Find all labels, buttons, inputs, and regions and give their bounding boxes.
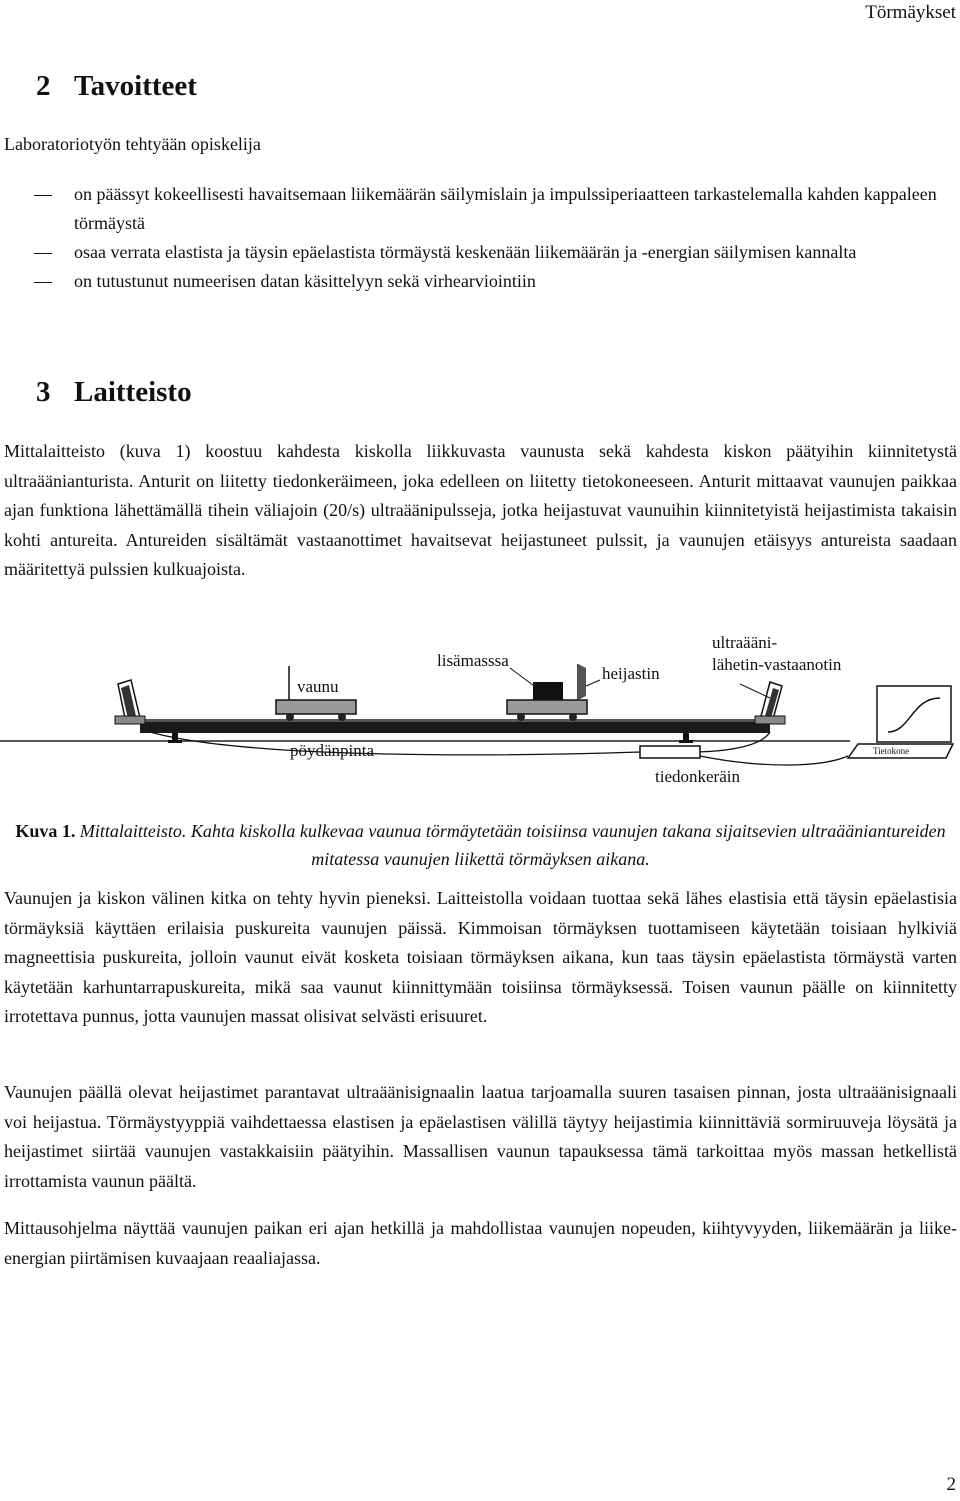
dash-bullet	[34, 195, 52, 196]
track-rail	[140, 721, 770, 733]
section-2-heading	[36, 70, 197, 103]
dash-bullet	[34, 282, 52, 283]
section-2-number: 2	[36, 70, 51, 102]
goal-text: on päässyt kokeellisesti havaitsemaan liikemäärän säilymislain ja impulssiperiaatteen tarkastelemalla kahden kappaleen törmäystä	[74, 184, 937, 233]
goals-list	[0, 180, 960, 296]
goal-text: on tutustunut numeerisen datan käsittelyyn sekä virhearviointiin	[74, 271, 536, 291]
section-3-paragraph: Mittalaitteisto (kuva 1) koostuu kahdesta kiskolla liikkuvasta vaunusta sekä kahdesta kiskon päätyihin kiinnitetystä ultraäänianturista. Anturit on liitetty tiedonkeräimeen, joka edelleen on liitetty tietokoneeseen. Anturit mittaavat vaunujen paikkaa ajan funktiona lähettämällä tihein väliajoin (20/s) ultraäänipulsseja, jotka heijastuvat vaunuihin kiinnitetyistä heijastimista takaisin kohti antureita. Antureiden sisältämät vastaanottimet havaitsevat heijastuneet pulssit, ja vaunujen etäisyys antureista saadaan määritettyä pulssien kulkuajoista.	[4, 441, 957, 579]
dash-bullet	[34, 253, 52, 254]
label-poydanpinta: pöydänpinta	[290, 741, 375, 760]
data-logger	[640, 746, 700, 758]
label-heijastin: heijastin	[602, 664, 660, 683]
figure-caption	[4, 817, 957, 873]
label-ultraaani-2: lähetin-vastaanotin	[712, 655, 842, 674]
caption-text: Kahta kiskolla kulkevaa vaunua törmäytetään toisiinsa vaunujen takana sijaitsevien ultraääniantureiden mitatessa vaunujen liikettä törmäyksen aikana.	[190, 821, 946, 869]
label-ultraaani-1: ultraääni-	[712, 633, 778, 652]
cables	[150, 732, 848, 765]
caption-title: Mittalaitteisto.	[79, 821, 187, 841]
section-3-heading	[36, 376, 192, 409]
paragraph-software: Mittausohjelma näyttää vaunujen paikan eri ajan hetkillä ja mahdollistaa vaunujen nopeuden, kiihtyvyyden, liikemäärän ja liike-energian piirtämisen kuvaajaan reaaliajassa.	[4, 1218, 957, 1268]
label-vaunu: vaunu	[297, 677, 339, 696]
cart-2	[507, 664, 587, 721]
paragraph-reflectors: Vaunujen päällä olevat heijastimet parantavat ultraäänisignaalin laatua tarjoamalla suuren tasaisen pinnan, josta ultraäänisignaali voi heijastua. Törmäystyyppiä vaihdettaessa elastisen ja epäelastisen välillä täytyy heijastimia kiinnittäviä sormiruuveja löysätä ja heijastimet siirtää vaunujen vastakkaisiin päätyihin. Massallisen vaunun tapauksessa tämä tarkoittaa myös massan hetkellistä irrottamista vaunun päältä.	[4, 1082, 957, 1191]
goal-item	[0, 238, 954, 267]
paragraph-friction: Vaunujen ja kiskon välinen kitka on tehty hyvin pieneksi. Laitteistolla voidaan tuottaa sekä lähes elastisia että täysin epäelastisia törmäyksiä käyttäen erilaisia puskureita vaunujen päissä. Kimmoisan törmäyksen tuottamiseen käytetään toisiaan hylkiviä magneettisia puskureita, jolloin vaunut eivät kosketa toisiaan törmäyksen aikana, kun taas täysin epäelastista törmäystä varten käytetään karhuntarrapuskureita, mikä saa vaunut kiinnittymään toisiinsa törmäyksessä. Toisen vaunun päälle on kiinnitetty irrotettava punnus, jotta vaunujen massat olisivat selvästi erisuuret.	[4, 888, 957, 1026]
running-header: Törmäykset	[865, 2, 956, 23]
track-rail-top	[140, 719, 770, 722]
section-3-title: Laitteisto	[74, 376, 192, 408]
extra-mass	[533, 682, 563, 700]
label-lisamassa: lisämasssa	[437, 651, 509, 670]
goal-item	[0, 267, 954, 296]
label-tiedonkerain: tiedonkeräin	[655, 767, 740, 786]
caption-label: Kuva 1.	[15, 821, 76, 841]
goal-item	[0, 180, 954, 238]
left-ultrasound-sensor	[115, 680, 145, 724]
label-tietokone: Tietokone	[873, 746, 910, 756]
goal-text: osaa verrata elastista ja täysin epäelastista törmäystä keskenään liikemäärän ja -energian säilymisen kannalta	[74, 242, 857, 262]
right-ultrasound-sensor	[755, 682, 785, 724]
apparatus-diagram	[0, 628, 960, 803]
section-2-title: Tavoitteet	[74, 70, 197, 102]
section-3-number: 3	[36, 376, 51, 408]
goals-intro: Laboratoriotyön tehtyään opiskelija	[4, 134, 261, 154]
page-number: 2	[946, 1474, 956, 1495]
